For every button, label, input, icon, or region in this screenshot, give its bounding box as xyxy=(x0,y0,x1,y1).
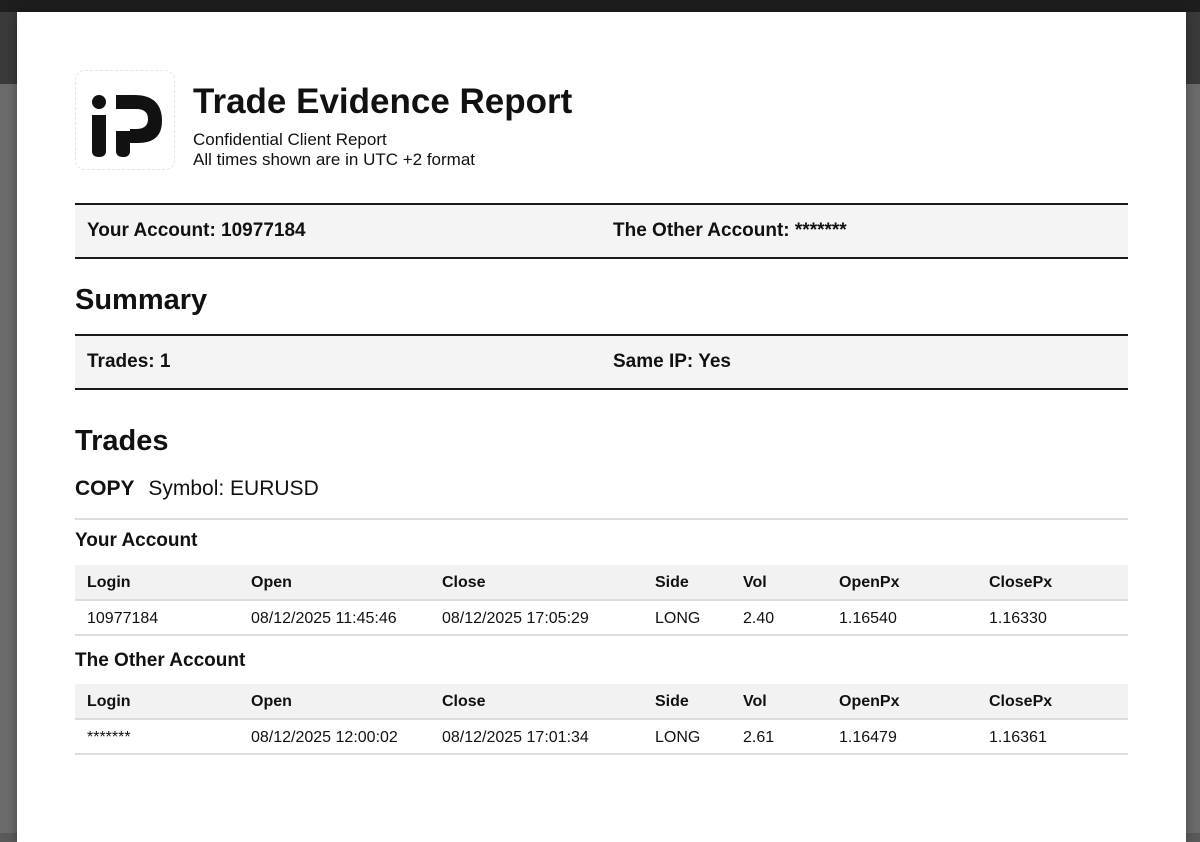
your-account-trades-table xyxy=(75,565,1128,636)
col-vol-header: Vol xyxy=(743,693,767,710)
window-top-bar xyxy=(0,0,1200,12)
cell-open: 08/12/2025 12:00:02 xyxy=(251,729,398,746)
col-openpx-header: OpenPx xyxy=(839,693,900,710)
cell-closepx: 1.16330 xyxy=(989,610,1047,627)
trade-type-badge: COPY xyxy=(75,477,135,500)
col-open-header: Open xyxy=(251,693,292,710)
col-openpx-header: OpenPx xyxy=(839,574,900,591)
col-open-header: Open xyxy=(251,574,292,591)
cell-open: 08/12/2025 11:45:46 xyxy=(251,610,397,627)
same-ip-status: Same IP: Yes xyxy=(613,351,731,372)
other-account-heading: The Other Account xyxy=(75,650,246,671)
your-account-heading: Your Account xyxy=(75,530,198,551)
report-sheet xyxy=(17,12,1186,842)
cell-login: 10977184 xyxy=(87,610,159,627)
brand-p-logo-icon xyxy=(86,81,164,159)
cell-vol: 2.40 xyxy=(743,610,775,627)
col-close-header: Close xyxy=(442,574,486,591)
brand-logo xyxy=(75,70,175,170)
table-header-row xyxy=(75,684,1128,720)
col-side-header: Side xyxy=(655,574,689,591)
trades-count: Trades: 1 xyxy=(87,351,171,372)
your-account-label: Your Account: 10977184 xyxy=(87,220,306,241)
section-divider xyxy=(75,518,1128,520)
trade-type-line xyxy=(75,477,319,501)
subtitle-confidential: Confidential Client Report xyxy=(193,130,387,149)
col-login-header: Login xyxy=(87,574,131,591)
cell-openpx: 1.16479 xyxy=(839,729,897,746)
trade-symbol: Symbol: EURUSD xyxy=(148,477,319,500)
cell-vol: 2.61 xyxy=(743,729,775,746)
cell-openpx: 1.16540 xyxy=(839,610,897,627)
cell-closepx: 1.16361 xyxy=(989,729,1047,746)
other-account-trades-table xyxy=(75,684,1128,755)
cell-close: 08/12/2025 17:05:29 xyxy=(442,610,589,627)
subtitle-timezone: All times shown are in UTC +2 format xyxy=(193,150,476,169)
report-header xyxy=(75,70,1128,174)
summary-band xyxy=(75,334,1128,390)
cell-close: 08/12/2025 17:01:34 xyxy=(442,729,589,746)
report-title: Trade Evidence Report xyxy=(193,82,573,121)
summary-heading: Summary xyxy=(75,284,208,316)
cell-side: LONG xyxy=(655,729,701,746)
col-login-header: Login xyxy=(87,693,131,710)
accounts-band xyxy=(75,203,1128,259)
table-row xyxy=(75,720,1128,755)
table-row xyxy=(75,601,1128,636)
col-close-header: Close xyxy=(442,693,486,710)
report-subtitle xyxy=(193,130,475,170)
col-vol-header: Vol xyxy=(743,574,767,591)
other-account-label: The Other Account: ******* xyxy=(613,220,847,241)
col-closepx-header: ClosePx xyxy=(989,574,1053,591)
cell-login: ******* xyxy=(87,729,131,746)
cell-side: LONG xyxy=(655,610,701,627)
col-side-header: Side xyxy=(655,693,689,710)
col-closepx-header: ClosePx xyxy=(989,693,1053,710)
trades-heading: Trades xyxy=(75,425,169,457)
table-header-row xyxy=(75,565,1128,601)
